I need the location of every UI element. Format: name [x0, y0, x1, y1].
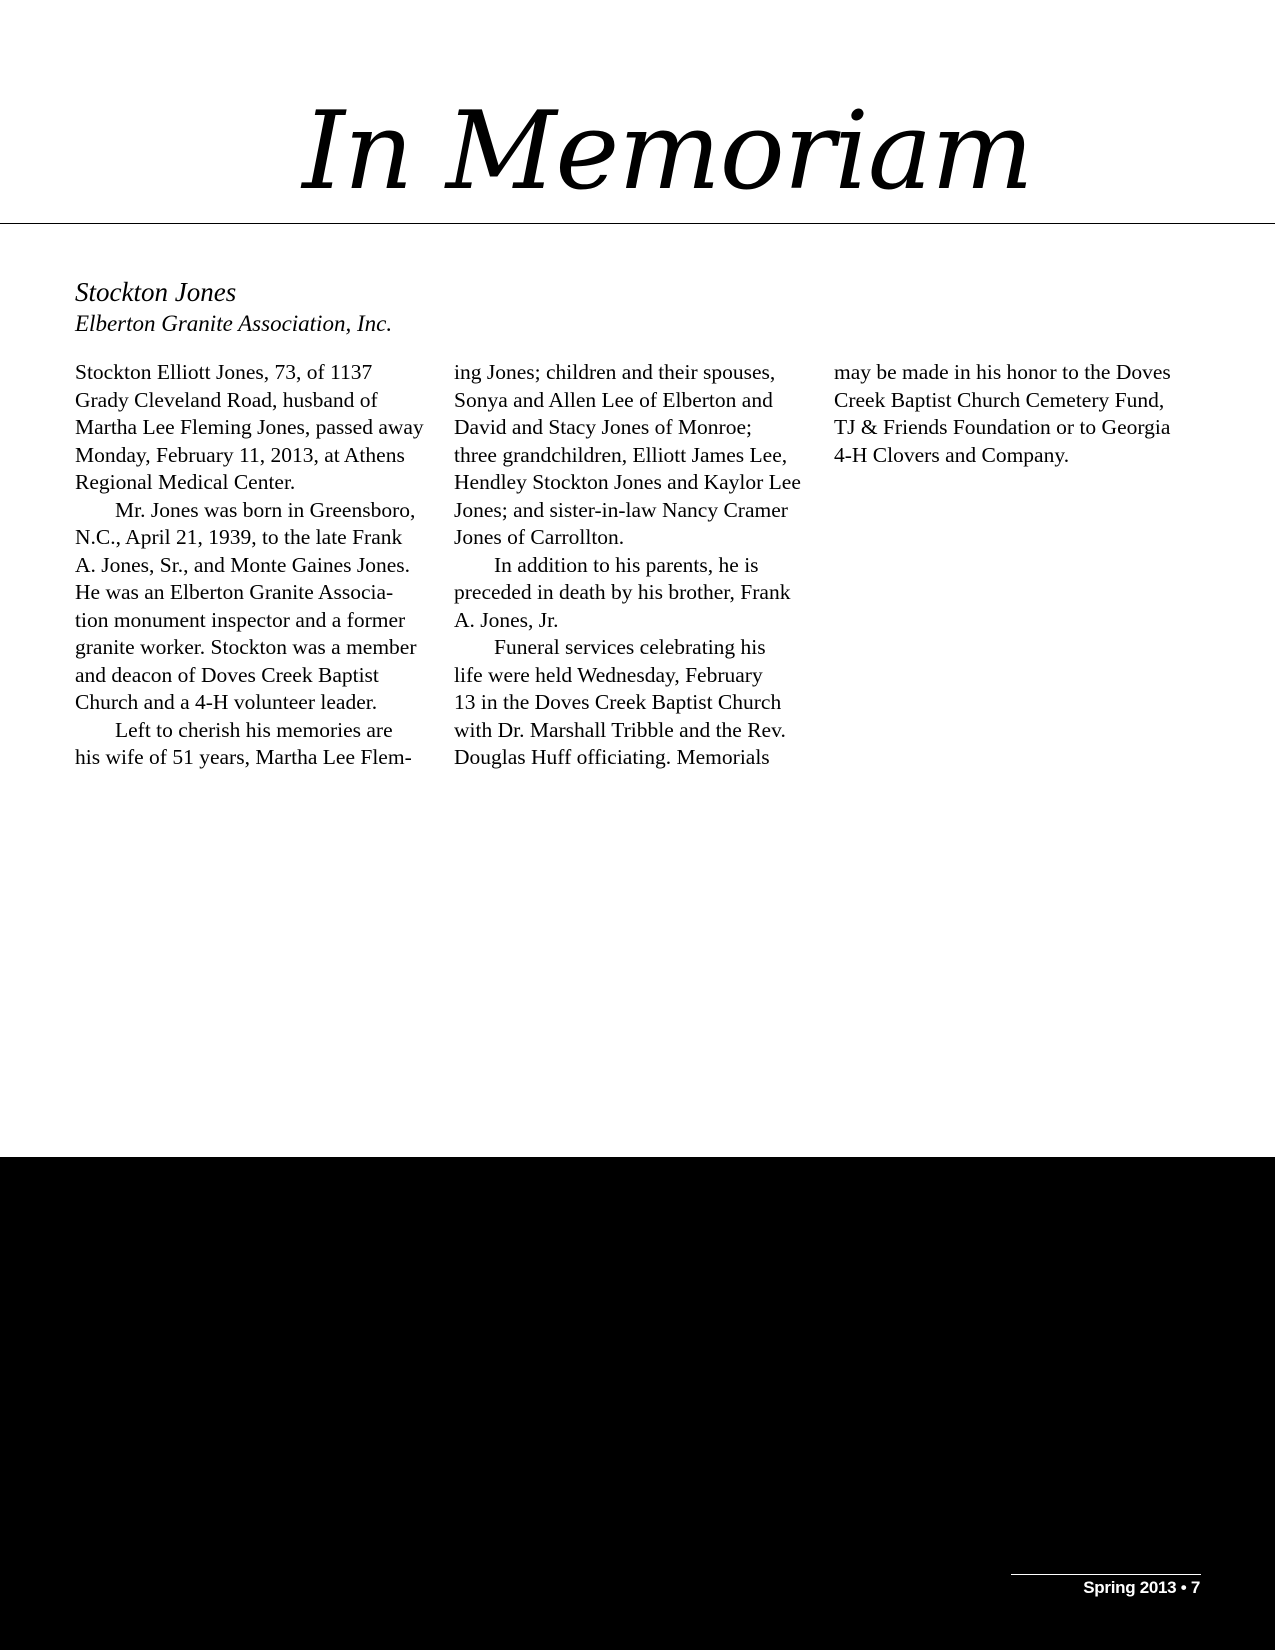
- text-line: and deacon of Doves Creek Baptist: [75, 662, 379, 687]
- text-line: ing Jones; children and their spouses,: [454, 360, 776, 384]
- text-line: TJ & Friends Foundation or to Georgia: [834, 415, 1171, 439]
- text-line: 13 in the Doves Creek Baptist Church: [454, 690, 782, 714]
- text-line: A. Jones, Jr.: [454, 607, 559, 632]
- obituary-organization: Elberton Granite Association, Inc.: [75, 311, 393, 336]
- text-line: In addition to his parents, he is: [494, 552, 759, 577]
- text-line: his wife of 51 years, Martha Lee Flem-: [75, 745, 412, 769]
- text-line: Mr. Jones was born in Greensboro,: [115, 497, 416, 522]
- text-line: N.C., April 21, 1939, to the late Frank: [75, 525, 403, 549]
- text-line: Martha Lee Fleming Jones, passed away: [75, 415, 424, 439]
- text-line: with Dr. Marshall Tribble and the Rev.: [454, 717, 786, 742]
- text-line: Monday, February 11, 2013, at Athens: [75, 442, 405, 467]
- obituary-name: Stockton Jones: [75, 277, 237, 307]
- text-line: David and Stacy Jones of Monroe;: [454, 415, 752, 439]
- text-column-2: [454, 359, 824, 772]
- text-line: Douglas Huff officiating. Memorials: [454, 745, 770, 769]
- text-line: Left to cherish his memories are: [115, 717, 393, 742]
- text-line: He was an Elberton Granite Associa-: [75, 580, 394, 604]
- text-line: three grandchildren, Elliott James Lee,: [454, 442, 788, 467]
- footer-divider: [1011, 1574, 1201, 1575]
- text-line: Jones of Carrollton.: [454, 525, 625, 549]
- text-line: 4-H Clovers and Company.: [834, 442, 1070, 467]
- text-line: Grady Cleveland Road, husband of: [75, 387, 378, 412]
- text-line: life were held Wednesday, February: [454, 662, 763, 687]
- text-line: may be made in his honor to the Doves: [834, 360, 1171, 384]
- text-line: Creek Baptist Church Cemetery Fund,: [834, 387, 1165, 412]
- text-line: Funeral services celebrating his: [494, 635, 766, 659]
- text-line: Hendley Stockton Jones and Kaylor Lee: [454, 470, 801, 494]
- text-line: A. Jones, Sr., and Monte Gaines Jones.: [75, 552, 411, 577]
- page-heading: In Memoriam: [302, 89, 1033, 214]
- text-line: Sonya and Allen Lee of Elberton and: [454, 387, 773, 412]
- page-folio: Spring 2013 • 7: [1083, 1578, 1200, 1597]
- text-line: Regional Medical Center.: [75, 470, 296, 494]
- text-column-3: [834, 359, 1204, 469]
- text-column-1: [75, 359, 445, 772]
- heading-divider: [0, 223, 1275, 224]
- text-line: Stockton Elliott Jones, 73, of 1137: [75, 360, 373, 384]
- text-line: Jones; and sister-in-law Nancy Cramer: [454, 497, 788, 522]
- obituary-byline: [75, 275, 392, 339]
- text-line: granite worker. Stockton was a member: [75, 635, 417, 659]
- text-line: tion monument inspector and a former: [75, 607, 406, 632]
- text-line: preceded in death by his brother, Frank: [454, 580, 791, 604]
- text-line: Church and a 4-H volunteer leader.: [75, 690, 378, 714]
